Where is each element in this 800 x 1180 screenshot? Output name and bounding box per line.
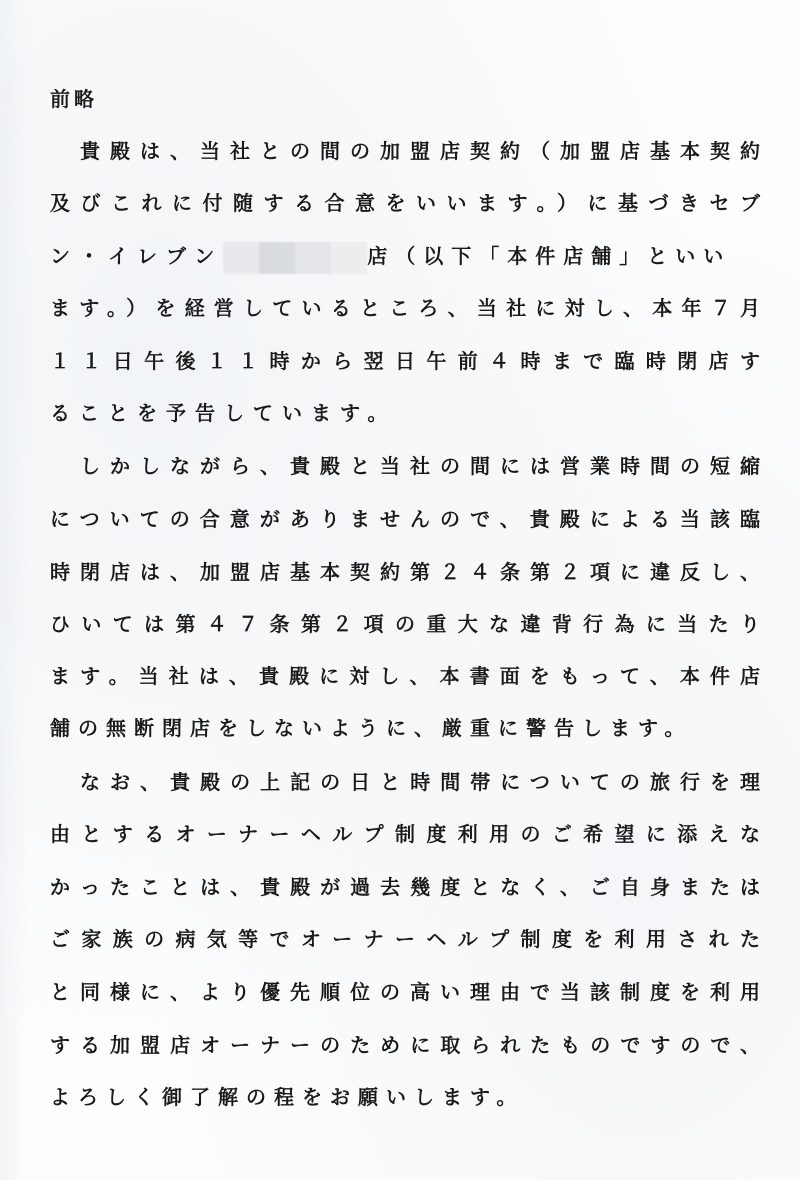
text-line-19: よろしく御了解の程をお願いします。 (50, 1085, 525, 1109)
text-line-7: しかしながら、貴殿と当社の間には営業時間の短縮 (50, 454, 760, 478)
text-line-17: と同様に、より優先順位の高い理由で当該制度を利用 (50, 980, 760, 1004)
text-line-5: １１日午後１１時から翌日午前４時まで臨時閉店す (50, 349, 760, 373)
text-line-8: についての合意がありませんので、貴殿による当該臨 (50, 507, 760, 531)
letter-salutation: 前略 (50, 87, 98, 111)
text-line-14: 由とするオーナーヘルプ制度利用のご希望に添えな (50, 822, 760, 846)
text-line-11: ます。当社は、貴殿に対し、本書面をもって、本件店 (50, 664, 760, 688)
text-line-3 (50, 239, 760, 273)
text-line-6: ることを予告しています。 (50, 401, 397, 425)
text-line-3-start: ン・イレブン (50, 244, 224, 268)
text-line-9: 時閉店は、加盟店基本契約第２４条第２項に違反し、 (50, 560, 760, 584)
text-line-1: 貴殿は、当社との間の加盟店契約（加盟店基本契約 (50, 139, 760, 163)
text-line-3-end: 店（以下「本件店舗」といい (367, 244, 732, 268)
redacted-store-name (223, 242, 367, 274)
text-line-16: ご家族の病気等でオーナーヘルプ制度を利用された (50, 927, 760, 951)
text-line-12: 舗の無断閉店をしないように、厳重に警告します。 (50, 716, 693, 740)
text-line-2: 及びこれに付随する合意をいいます。）に基づきセブ (50, 191, 760, 215)
text-line-4: ます。）を経営しているところ、当社に対し、本年７月 (50, 296, 760, 320)
text-line-18: する加盟店オーナーのために取られたものですので、 (50, 1033, 760, 1057)
text-line-13: なお、貴殿の上記の日と時間帯についての旅行を理 (50, 770, 760, 794)
text-line-15: かったことは、貴殿が過去幾度となく、ご自身または (50, 875, 760, 899)
text-line-10: ひいては第４７条第２項の重大な違背行為に当たり (50, 612, 760, 636)
